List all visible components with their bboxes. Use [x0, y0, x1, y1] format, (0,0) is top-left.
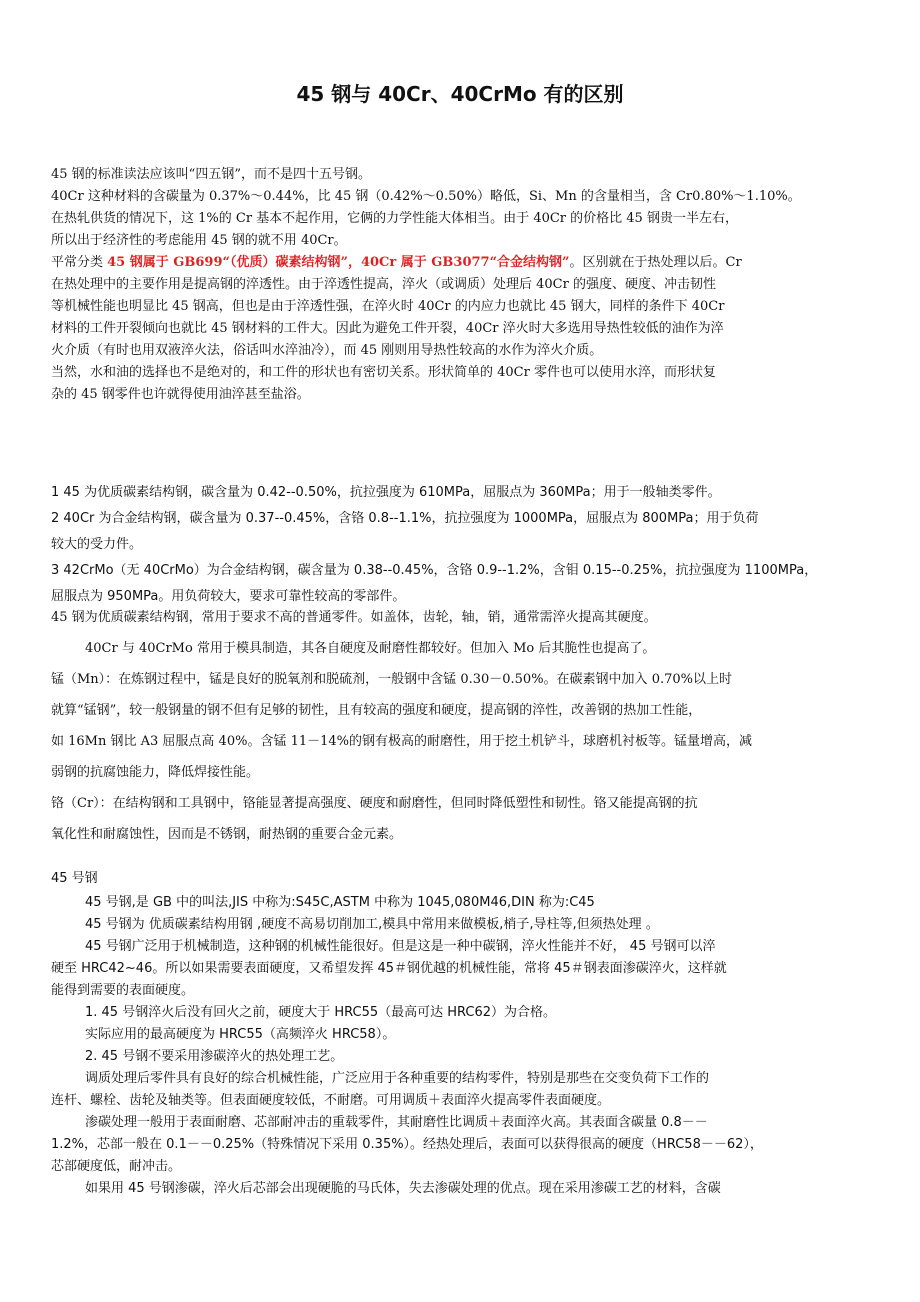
paragraph-line: 45 号钢广泛用于机械制造，这种钢的机械性能很好。但是这是一种中碳钢，淬火性能并不好， 45 号钢可以淬 — [85, 939, 716, 954]
alloy-elements-section — [51, 602, 873, 850]
classify-line: 平常分类 45 钢属于 GB699“（优质）碳素结构钢”，40Cr 属于 GB3077“合金结构钢”。区别就在于热处理以后。Cr — [51, 255, 742, 270]
list-item: 2 40Cr 为合金结构钢，碳含量为 0.37--0.45%，含铬 0.8--1.1%，抗拉强度为 1000MPa，屈服点为 800MPa；用于负荷 — [51, 511, 759, 526]
intro-line: 所以出于经济性的考虑能用 45 钢的就不用 40Cr。 — [51, 233, 347, 248]
paragraph-line: 氧化性和耐腐蚀性，因而是不锈钢，耐热钢的重要合金元素。 — [51, 827, 403, 842]
paragraph-line: 1.2%，芯部一般在 0.1－－0.25%（特殊情况下采用 0.35%）。经热处理后，表面可以获得很高的硬度（HRC58－－62）， — [51, 1137, 763, 1152]
list-item: 屈服点为 950MPa。用负荷较大，要求可靠性较高的零部件。 — [51, 589, 406, 604]
document-title: 45 钢与 40Cr、40CrMo 有的区别 — [296, 82, 624, 106]
paragraph-line: 就算“锰钢”，较一般钢量的钢不但有足够的韧性，且有较高的强度和硬度，提高钢的淬性，改善钢的热加工性能， — [51, 703, 702, 718]
paragraph-line: 实际应用的最高硬度为 HRC55（高频淬火 HRC58）。 — [85, 1027, 396, 1042]
paragraph-line: 芯部硬度低，耐冲击。 — [51, 1159, 182, 1174]
paragraph-line: 渗碳处理一般用于表面耐磨、芯部耐冲击的重载零件，其耐磨性比调质＋表面淬火高。其表面含碳量 0.8－－ — [85, 1115, 708, 1130]
classify-line: 当然，水和油的选择也不是绝对的，和工件的形状也有密切关系。形状简单的 40Cr 零件也可以使用水淬，而形状复 — [51, 365, 716, 380]
list-item: 较大的受力件。 — [51, 537, 143, 552]
intro-line: 45 钢的标准读法应该叫“四五钢”，而不是四十五号钢。 — [51, 167, 371, 182]
paragraph-line: 2. 45 号钢不要采用渗碳淬火的热处理工艺。 — [85, 1049, 344, 1064]
paragraph-line: 硬至 HRC42~46。所以如果需要表面硬度，又希望发挥 45＃钢优越的机械性能，常将 45＃钢表面渗碳淬火，这样就 — [51, 961, 727, 976]
paragraph-line: 连杆、螺栓、齿轮及轴类等。但表面硬度较低，不耐磨。可用调质＋表面淬火提高零件表面硬度。 — [51, 1093, 611, 1108]
paragraph-line: 调质处理后零件具有良好的综合机械性能，广泛应用于各种重要的结构零件，特别是那些在交变负荷下工作的 — [85, 1071, 710, 1086]
paragraph-line: 锰（Mn）：在炼钢过程中，锰是良好的脱氧剂和脱硫剂，一般钢中含锰 0.30－0.50%。在碳素钢中加入 0.70%以上时 — [51, 672, 732, 687]
paragraph-line: 45 钢为优质碳素结构钢，常用于要求不高的普通零件。如盖体，齿轮，轴，销，通常需淬火提高其硬度。 — [51, 610, 657, 625]
steel-grade-list — [51, 480, 873, 610]
paragraph-line: 弱钢的抗腐蚀能力，降低焊接性能。 — [51, 765, 260, 780]
classify-line: 杂的 45 钢零件也许就得使用油淬甚至盐浴。 — [51, 387, 310, 402]
paragraph-line: 40Cr 与 40CrMo 常用于模具制造，其各自硬度及耐磨性都较好。但加入 Mo 后其脆性也提高了。 — [85, 641, 656, 656]
intro-line: 40Cr 这种材料的含碳量为 0.37%～0.44%，比 45 钢（0.42%～0.50%）略低，Si、Mn 的含量相当，含 Cr0.80%～1.10%。 — [51, 189, 801, 204]
steel-45-section — [51, 866, 873, 1200]
classify-line: 材料的工件开裂倾向也就比 45 钢材料的工件大。因此为避免工件开裂，40Cr 淬火时大多选用导热性较低的油作为淬 — [51, 321, 724, 336]
paragraph-line: 如果用 45 号钢渗碳，淬火后芯部会出现硬脆的马氏体，失去渗碳处理的优点。现在采用渗碳工艺的材料，含碳 — [85, 1181, 721, 1196]
paragraph-line: 如 16Mn 钢比 A3 屈服点高 40%。含锰 11－14%的钢有极高的耐磨性，用于挖土机铲斗，球磨机衬板等。锰量增高，减 — [51, 734, 753, 749]
list-item: 1 45 为优质碳素结构钢，碳含量为 0.42--0.50%，抗拉强度为 610MPa，屈服点为 360MPa；用于一般轴类零件。 — [51, 485, 721, 500]
paragraph-line: 1. 45 号钢淬火后没有回火之前，硬度大于 HRC55（最高可达 HRC62）为合格。 — [85, 1005, 557, 1020]
paragraph-line: 铬（Cr）：在结构钢和工具钢中，铬能显著提高强度、硬度和耐磨性，但同时降低塑性和韧性。铬又能提高钢的抗 — [51, 796, 698, 811]
list-item: 3 42CrMo（无 40CrMo）为合金结构钢，碳含量为 0.38--0.45%，含铬 0.9--1.2%，含钼 0.15--0.25%，抗拉强度为 1100MPa， — [51, 563, 818, 578]
classify-line: 火介质（有时也用双液淬火法，俗话叫水淬油冷），而 45 刚则用导热性较高的水作为淬火介质。 — [51, 343, 603, 358]
intro-line: 在热轧供货的情况下，这 1%的 Cr 基本不起作用，它俩的力学性能大体相当。由于 40Cr 的价格比 45 钢贵一半左右， — [51, 211, 738, 226]
classify-line: 等机械性能也明显比 45 钢高，但也是由于淬透性强，在淬火时 40Cr 的内应力也就比 45 钢大，同样的条件下 40Cr — [51, 299, 725, 314]
classify-highlight: 45 钢属于 GB699“（优质）碳素结构钢”，40Cr 属于 GB3077“合金结构钢” — [107, 255, 570, 270]
intro-section — [51, 164, 873, 406]
section-heading: 45 号钢 — [51, 871, 98, 886]
paragraph-line: 能得到需要的表面硬度。 — [51, 983, 195, 998]
paragraph-line: 45 号钢,是 GB 中的叫法,JIS 中称为:S45C,ASTM 中称为 1045,080M46,DIN 称为:C45 — [85, 895, 595, 910]
classify-line: 在热处理中的主要作用是提高钢的淬透性。由于淬透性提高，淬火（或调质）处理后 40Cr 的强度、硬度、冲击韧性 — [51, 277, 716, 292]
paragraph-line: 45 号钢为 优质碳素结构用钢 ,硬度不高易切削加工,模具中常用来做模板,梢子,导柱等,但须热处理 。 — [85, 917, 659, 932]
